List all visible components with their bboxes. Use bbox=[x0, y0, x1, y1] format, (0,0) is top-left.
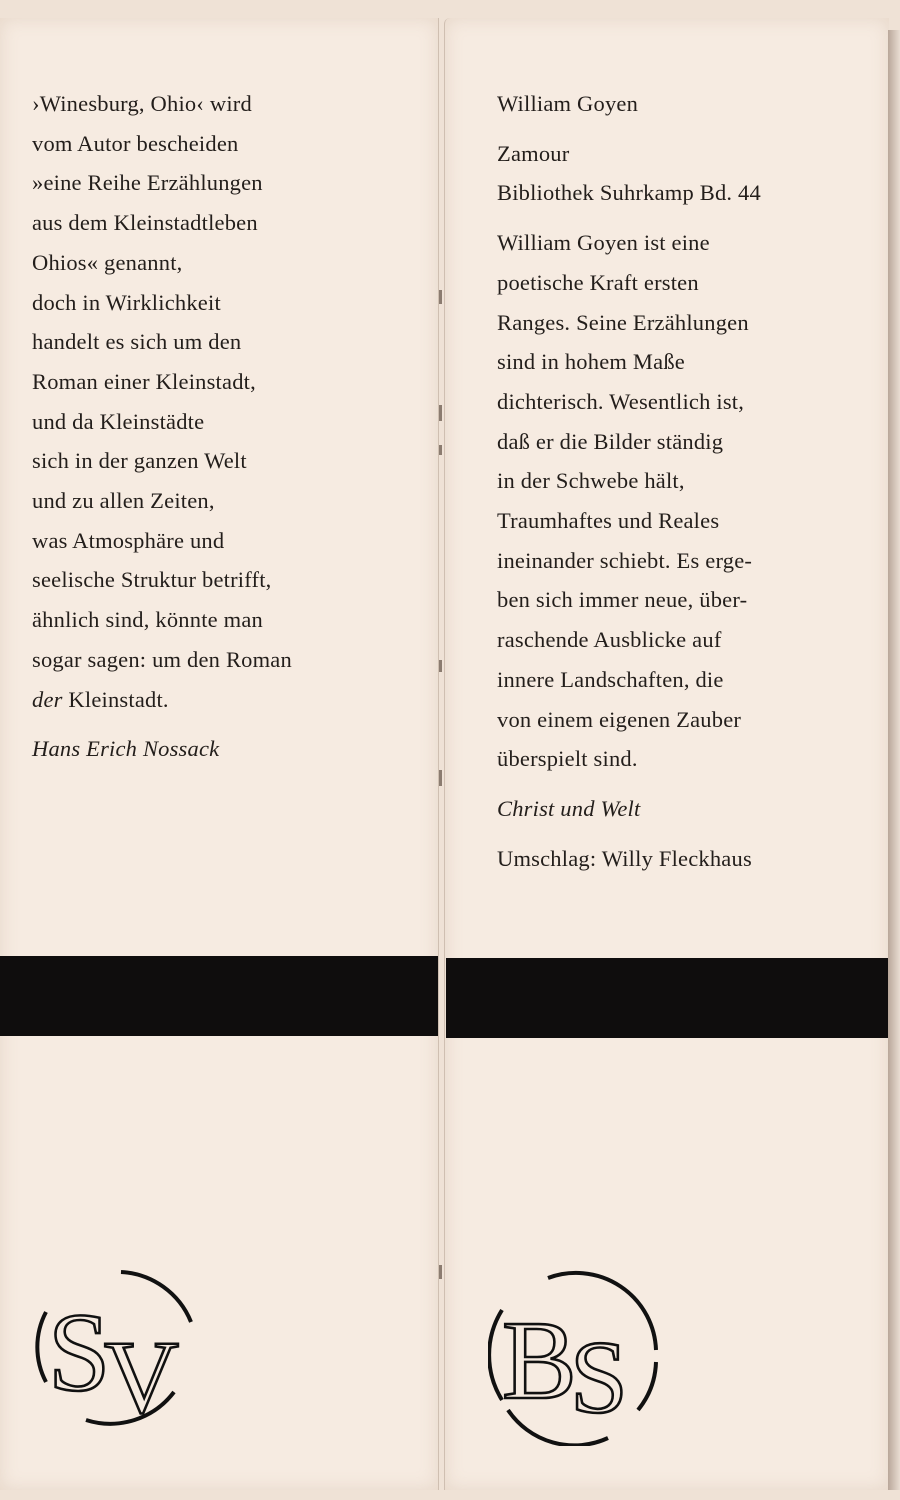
fold-mark bbox=[439, 1265, 442, 1279]
review-line: dichterisch. Wesentlich ist, bbox=[497, 388, 745, 414]
quote-line: und zu allen Zeiten, bbox=[32, 488, 215, 514]
quote-attribution: Hans Erich Nossack bbox=[32, 736, 220, 762]
black-band-left bbox=[0, 956, 438, 1036]
quote-line: ›Winesburg, Ohio‹ wird bbox=[32, 91, 252, 116]
nossack-quote bbox=[32, 84, 432, 769]
cover-credit: Umschlag: Willy Fleckhaus bbox=[497, 845, 752, 871]
review-source: Christ und Welt bbox=[497, 795, 641, 821]
black-band-right bbox=[446, 958, 888, 1038]
book-blurb bbox=[497, 84, 827, 878]
sv-letter-s: S bbox=[48, 1291, 111, 1415]
bibliothek-suhrkamp-bs-logo bbox=[488, 1270, 664, 1446]
review-line: ineinander schiebt. Es erge- bbox=[497, 547, 753, 573]
fold-mark bbox=[439, 405, 442, 421]
quote-line: vom Autor bescheiden bbox=[32, 130, 239, 156]
quote-line: »eine Reihe Erzählungen bbox=[32, 170, 263, 196]
suhrkamp-sv-logo bbox=[26, 1262, 196, 1432]
review-line: daß er die Bilder ständig bbox=[497, 428, 724, 454]
quote-last-line bbox=[32, 680, 432, 720]
quote-emphasis: der bbox=[32, 686, 63, 712]
review-line: von einem eigenen Zauber bbox=[497, 706, 742, 732]
review-line: Traumhaftes und Reales bbox=[497, 508, 720, 534]
quote-line: Roman einer Kleinstadt, bbox=[32, 368, 256, 394]
quote-line: doch in Wirklichkeit bbox=[32, 289, 221, 315]
review-line: innere Landschaften, die bbox=[497, 666, 724, 692]
review-line: sind in hohem Maße bbox=[497, 349, 685, 375]
fold-mark bbox=[439, 660, 442, 672]
review-line: in der Schwebe hält, bbox=[497, 468, 685, 494]
fold-mark bbox=[439, 445, 442, 455]
quote-line: und da Kleinstädte bbox=[32, 408, 205, 434]
review-line: poetische Kraft ersten bbox=[497, 269, 699, 295]
quote-last-line-rest: Kleinstadt. bbox=[62, 686, 169, 712]
quote-line: sich in der ganzen Welt bbox=[32, 448, 247, 474]
quote-line: was Atmosphäre und bbox=[32, 527, 225, 553]
quote-line: Ohios« genannt, bbox=[32, 249, 183, 275]
review-line: raschende Ausblicke auf bbox=[497, 627, 722, 653]
review-line: Ranges. Seine Erzählungen bbox=[497, 309, 749, 335]
book-title: Zamour bbox=[497, 140, 570, 166]
fold-mark bbox=[439, 290, 442, 304]
page-edge-shadow bbox=[888, 30, 900, 1490]
quote-line: handelt es sich um den bbox=[32, 329, 242, 355]
review-line: William Goyen ist eine bbox=[497, 230, 710, 256]
bs-letter-b: B bbox=[502, 1299, 577, 1423]
quote-line: ähnlich sind, könnte man bbox=[32, 607, 264, 633]
bs-letter-s: S bbox=[570, 1320, 628, 1435]
review-line: ben sich immer neue, über- bbox=[497, 587, 748, 613]
quote-line: sogar sagen: um den Roman bbox=[32, 646, 292, 672]
author-name: William Goyen bbox=[497, 91, 639, 116]
sv-letter-v: V bbox=[104, 1320, 180, 1432]
review-line: überspielt sind. bbox=[497, 746, 638, 772]
quote-line: aus dem Kleinstadtleben bbox=[32, 210, 258, 236]
quote-line: seelische Struktur betrifft, bbox=[32, 567, 272, 593]
series-info: Bibliothek Suhrkamp Bd. 44 bbox=[497, 180, 761, 206]
fold-mark bbox=[439, 770, 442, 786]
